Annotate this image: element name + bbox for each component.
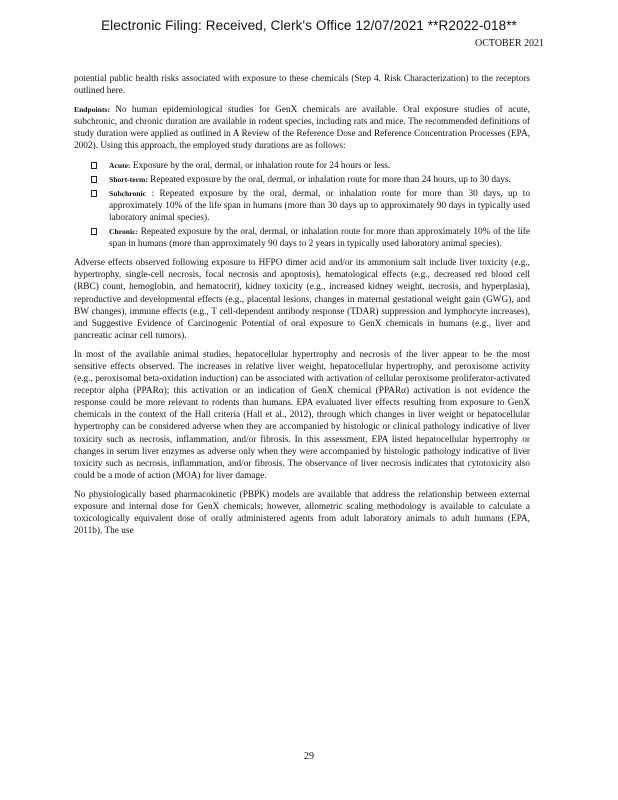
duration-item-chronic — [74, 226, 530, 250]
endpoints-label: Endpoints: — [74, 105, 110, 115]
duration-term: Short-term: — [109, 174, 148, 184]
document-body — [74, 73, 530, 544]
checkbox-bullet-icon — [91, 228, 97, 235]
duration-text: Repeated exposure by the oral, dermal, or inhalation route for more than approximately 10% of the life span in humans (more than approximately 90 days to 2 years in typically used laboratory animal species). — [109, 227, 531, 250]
endpoints-text: No human epidemiological studies for GenX chemicals are available. Oral exposure studies of acute, subchronic, and chronic duration are available in rodent species, including rats and mice. The recommended definitions of study duration were applied as outlined in A Review of the Reference Dose and Reference Concentration Processes (EPA, 2002). Using this approach, the employed study durations are as follows: — [74, 105, 530, 152]
page-number: 29 — [304, 751, 314, 762]
duration-item-subchronic — [74, 188, 530, 224]
checkbox-bullet-icon — [91, 162, 97, 169]
duration-term: Chronic: — [109, 227, 138, 237]
duration-term: Acute: — [109, 160, 131, 170]
duration-text: : Repeated exposure by the oral, dermal, or inhalation route for more than 30 days, up to approximately 10% of the life span in humans (more than 30 days up to approximately 90 days in typically used laboratory animal species). — [109, 188, 531, 223]
paragraph-intro: potential public health risks associated with exposure to these chemicals (Step 4. Risk Characterization) to the receptors outlined here. — [74, 74, 530, 97]
checkbox-bullet-icon — [91, 176, 97, 183]
document-header-title: Electronic Filing: Received, Clerk's Office 12/07/2021 **R2022-018** — [101, 18, 517, 33]
duration-text: Repeated exposure by the oral, dermal, or inhalation route for more than 24 hours, up to 30 days. — [150, 174, 511, 185]
paragraph-pbpk: No physiologically based pharmacokinetic (PBPK) models are available that address the relationship between external exposure and internal dose for GenX chemicals; however, allometric scaling methodology is available to calculate a toxicologically equivalent dose of orally administered agents from adult laboratory animals to adult humans (EPA, 2011b). The use — [74, 489, 530, 537]
checkbox-bullet-icon — [91, 190, 97, 197]
duration-list — [74, 160, 530, 251]
duration-text: Exposure by the oral, dermal, or inhalation route for 24 hours or less. — [132, 160, 391, 171]
duration-item-short-term — [74, 174, 530, 186]
paragraph-endpoints — [74, 104, 530, 152]
paragraph-liver-effects: In most of the available animal studies, hepatocellular hypertrophy and necrosis of the liver appear to be the most sensitive effects observed. The increases in relative liver weight, hepatocellular hypertrophy, and peroxisome activity (e.g., peroxisomal beta-oxidation induction) can be associated with activation of cellular peroxisome proliferator-activated receptor alpha (PPARα); this activation or an indication of GenX chemical (PPARα) activation is not evidence the response could be more relevant to rodents than humans. EPA evaluated liver effects resulting from exposure to GenX chemicals in the context of the Hall criteria (Hall et al., 2012), through which changes in liver weight or hepatocellular hypertrophy can be considered adverse when they are accompanied by histologic or clinical pathology indicative of liver toxicity such as necrosis, inflammation, and/or fibrosis. In this assessment, EPA listed hepatocellular hypertrophy or changes in serum liver enzymes as adverse only when they were accompanied by histologic pathology indicative of liver toxicity such as necrosis, inflammation, and/or fibrosis. The observance of liver necrosis indicates that cytotoxicity also could be a mode of action (MOA) for liver damage. — [74, 349, 530, 481]
duration-item-acute — [74, 160, 530, 172]
document-header-subtitle: OCTOBER 2021 — [475, 38, 544, 49]
duration-term: Subchronic — [109, 188, 146, 198]
paragraph-adverse-effects: Adverse effects observed following exposure to HFPO dimer acid and/or its ammonium salt include liver toxicity (e.g., hypertrophy, single-cell necrosis, focal necrosis and apoptosis), hematological effects (e.g., decreased red blood cell (RBC) count, hemoglobin, and hematocrit), kidney toxicity (e.g., increased kidney weight, necrosis, and hyperplasia), reproductive and developmental effects (e.g., placental lesions, changes in maternal gestational weight gain (GWG), and BW changes), immune effects (e.g., T cell-dependent antibody response (TDAR) suppression and lymphocyte increases), and Suggestive Evidence of Carcinogenic Potential of oral exposure to GenX chemicals in humans (e.g., liver and pancreatic acinar cell tumors). — [74, 258, 530, 341]
